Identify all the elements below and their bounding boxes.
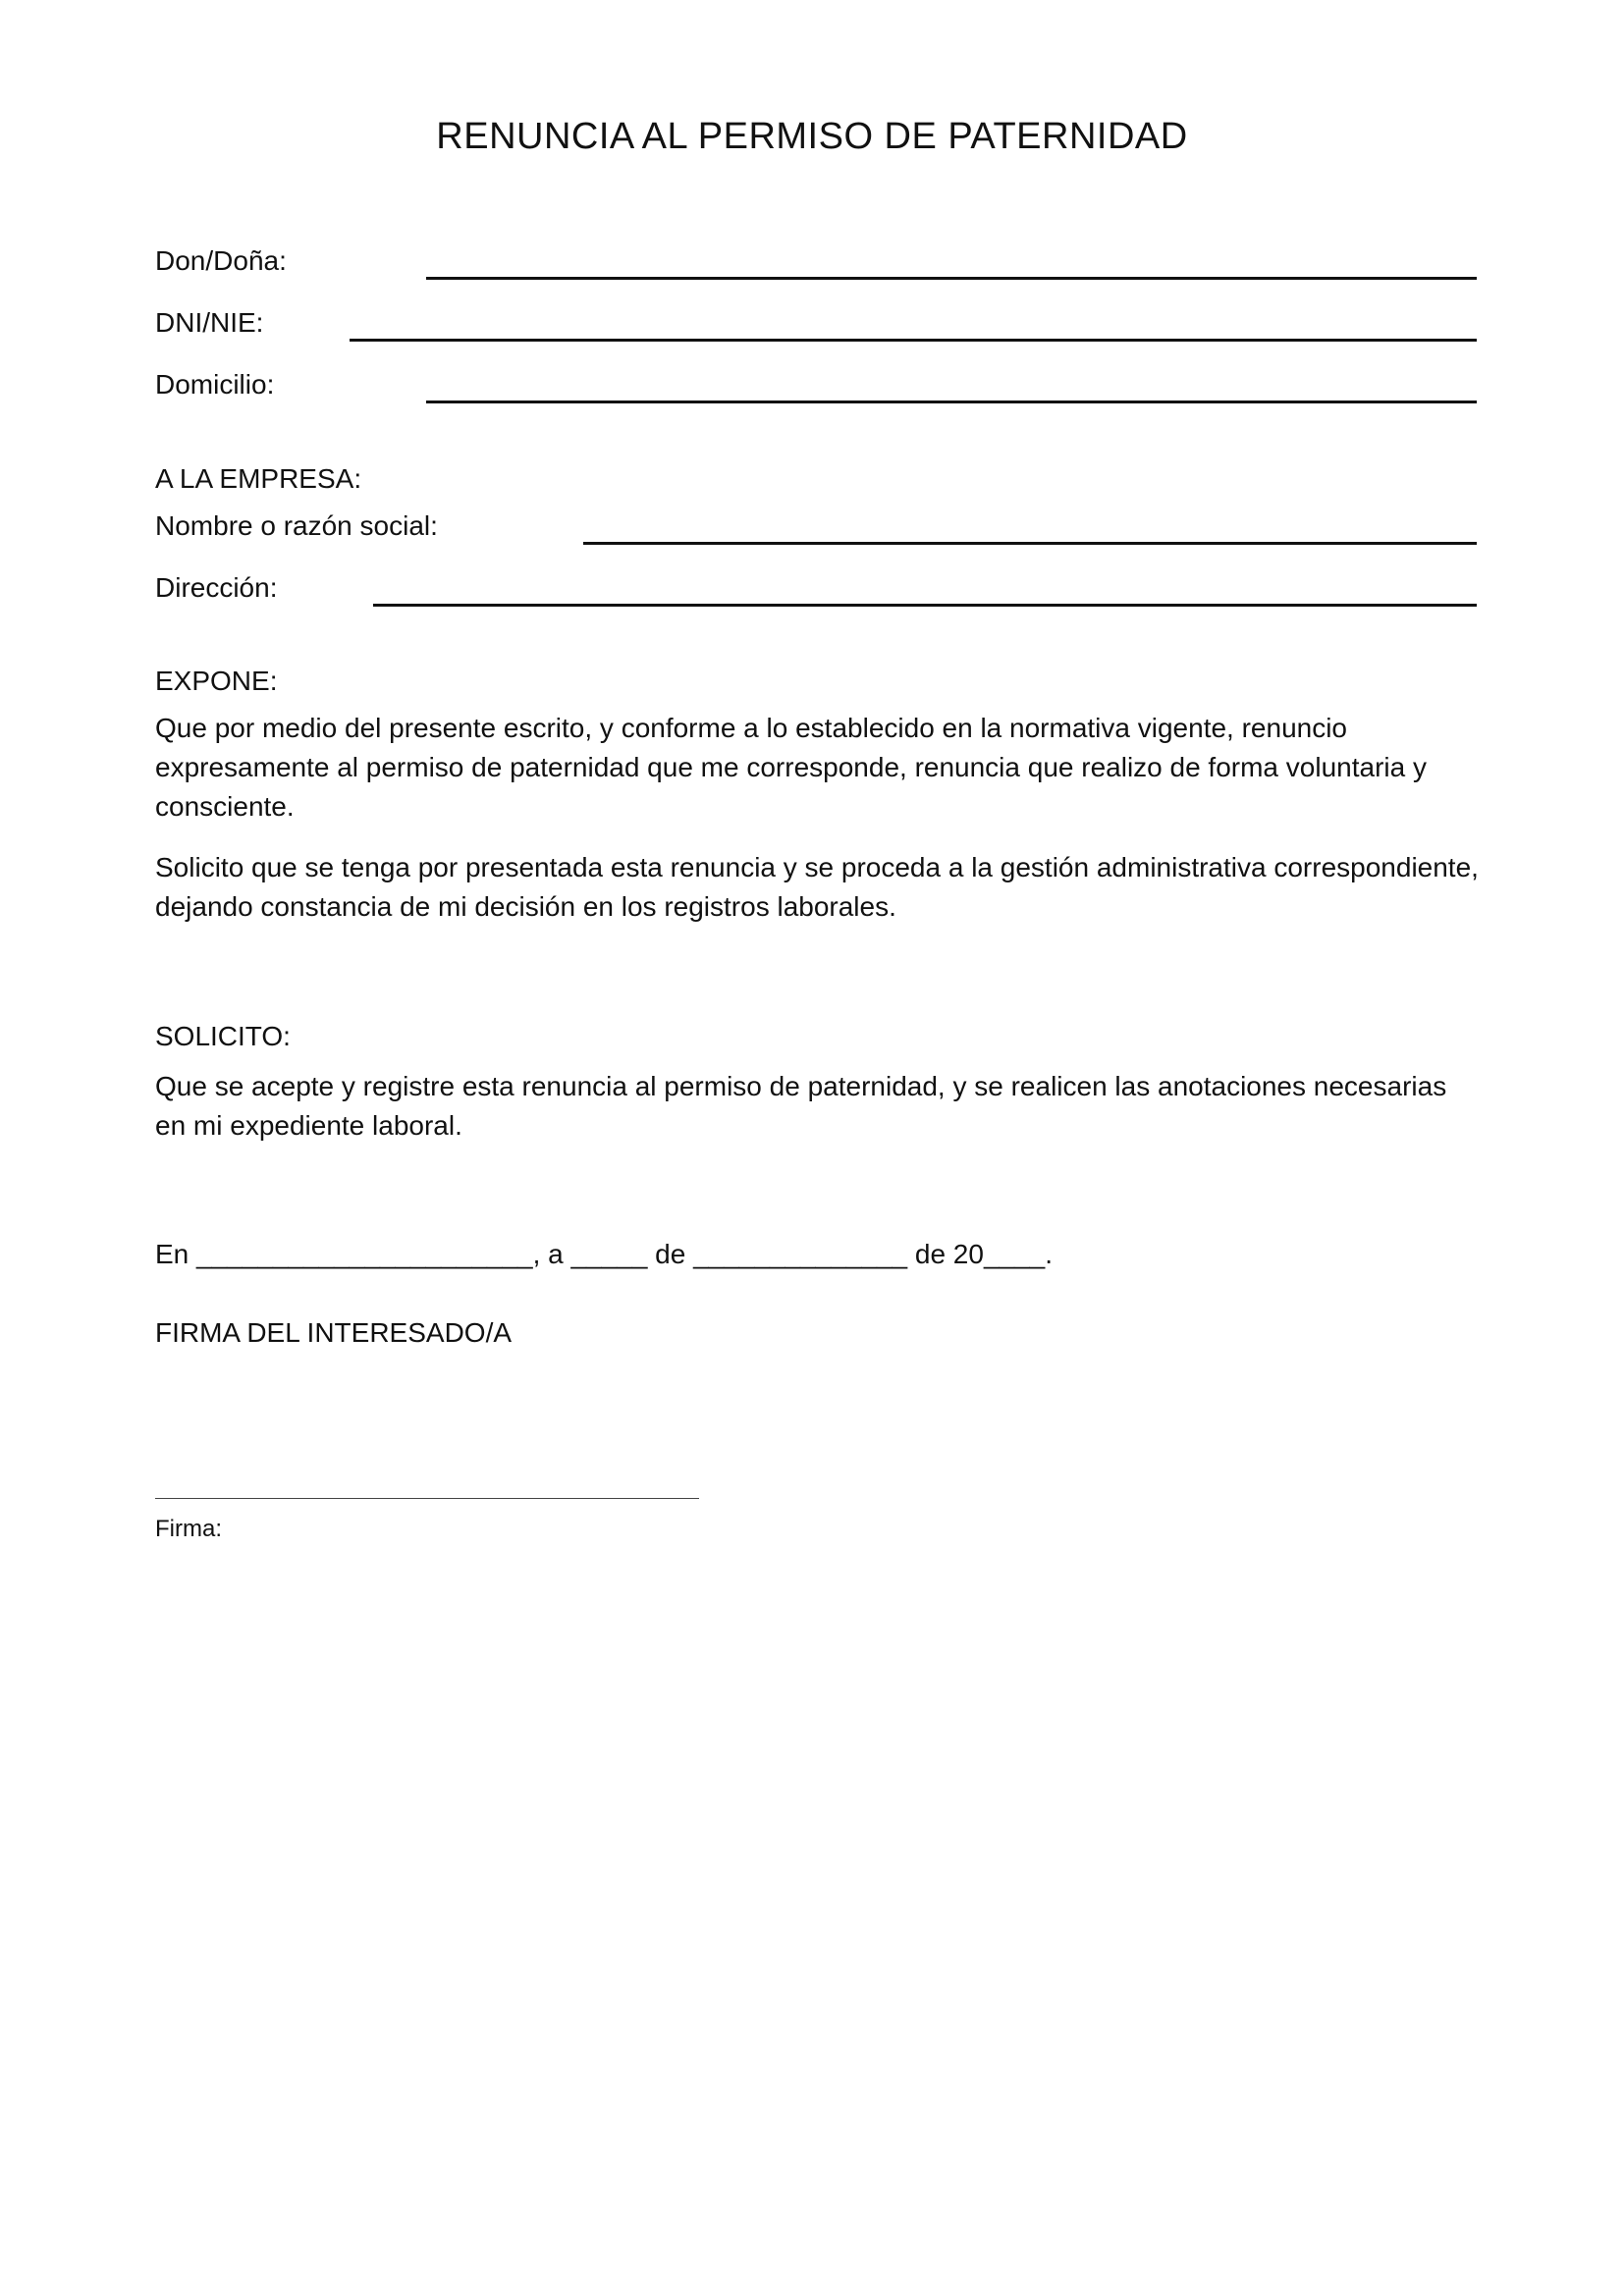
date-line[interactable]: En ______________________, a _____ de ______________ de 20____.	[155, 1239, 1054, 1269]
solicito-heading: SOLICITO:	[155, 1021, 291, 1051]
expone-heading: EXPONE:	[155, 666, 278, 696]
company-address-label: Dirección:	[155, 572, 278, 603]
company-name-label: Nombre o razón social:	[155, 510, 438, 541]
signature-line[interactable]	[155, 1498, 699, 1499]
solicito-paragraph: Que se acepte y registre esta renuncia al permiso de paternidad, y se realicen las anotaciones necesarias en mi expediente laboral.	[155, 1071, 1447, 1141]
expone-paragraph-1: Que por medio del presente escrito, y conforme a lo establecido en la normativa vigente, renuncio expresamente al permiso de paternidad que me corresponde, renuncia que realizo de forma voluntaria y consciente.	[155, 713, 1427, 822]
company-heading: A LA EMPRESA:	[155, 463, 362, 494]
applicant-id-label: DNI/NIE:	[155, 307, 264, 338]
applicant-address-label: Domicilio:	[155, 369, 275, 400]
applicant-name-label: Don/Doña:	[155, 245, 287, 276]
signature-label: Firma:	[155, 1516, 222, 1542]
applicant-address-field[interactable]	[426, 400, 1477, 403]
document-title: RENUNCIA AL PERMISO DE PATERNIDAD	[436, 116, 1188, 157]
company-name-field[interactable]	[583, 542, 1477, 545]
applicant-name-field[interactable]	[426, 277, 1477, 280]
expone-paragraph-2: Solicito que se tenga por presentada esta renuncia y se proceda a la gestión administrativa correspondiente, dejando constancia de mi decisión en los registros laborales.	[155, 852, 1479, 922]
company-address-field[interactable]	[373, 604, 1477, 607]
signature-heading: FIRMA DEL INTERESADO/A	[155, 1317, 513, 1348]
applicant-id-field[interactable]	[350, 339, 1477, 342]
